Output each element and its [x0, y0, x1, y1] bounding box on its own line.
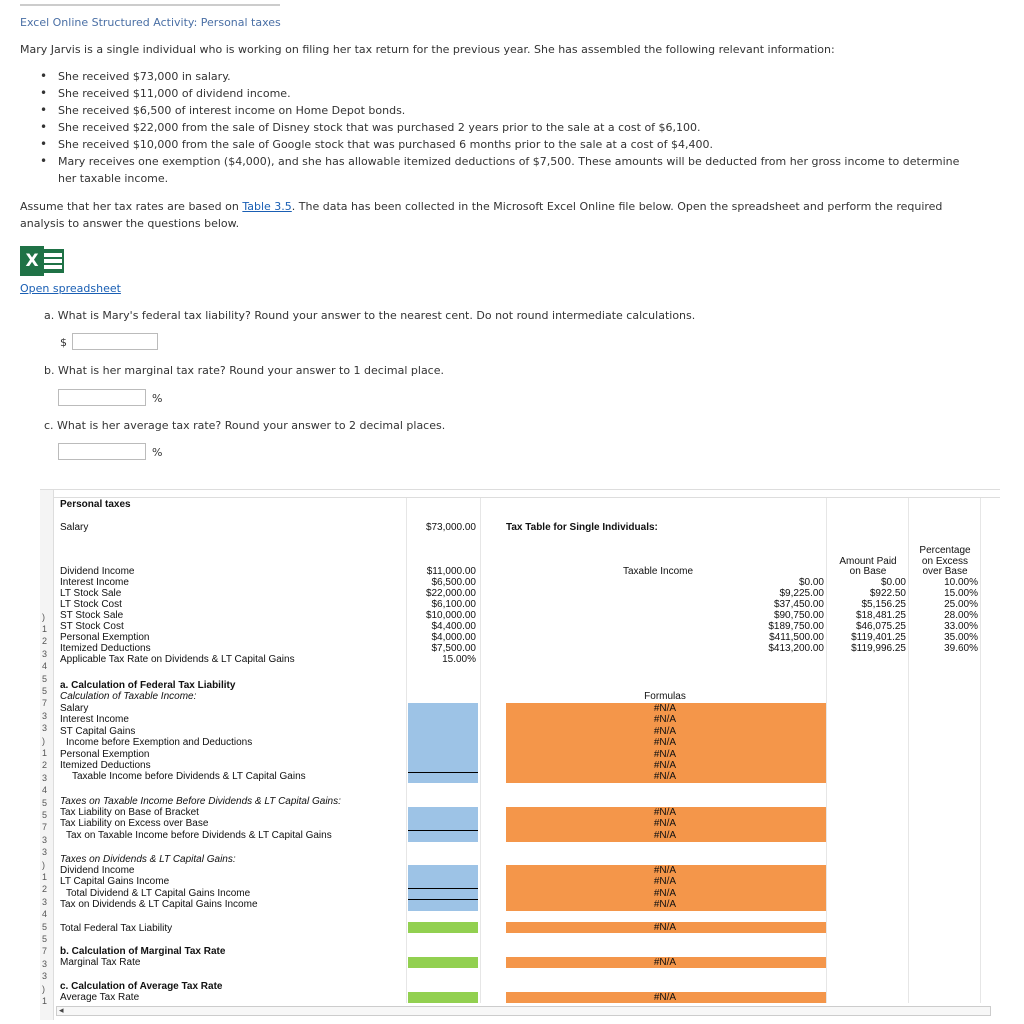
calc-row-label: Total Dividend & LT Capital Gains Income [66, 887, 251, 899]
row-number: 1 [42, 624, 48, 634]
na-value: #N/A [653, 876, 677, 888]
result-cell-green[interactable] [408, 957, 478, 968]
calc-row-label: Tax Liability on Base of Bracket [60, 807, 199, 818]
na-value: #N/A [653, 957, 677, 968]
calc-row-label: Taxable Income before Dividends & LT Capital Gains [72, 771, 306, 783]
amount-paid-header: Amount Paid [839, 556, 897, 567]
tax-table-income: $413,200.00 [768, 643, 824, 654]
calc-row-label: Salary [60, 703, 89, 714]
assume-after: . The data has been collected in the Microsoft Excel Online file below. Open the spreadsheet and perform the required analysis to answer the questions below. [20, 200, 943, 230]
row-number: 5 [42, 921, 48, 932]
section-c-title: c. Calculation of Average Tax Rate [60, 981, 223, 992]
percentage-header: Percentage [919, 545, 971, 556]
row-number: 3 [42, 847, 48, 858]
percentage-header: over Base [922, 566, 968, 577]
row-number: 4 [42, 661, 48, 672]
na-value: #N/A [653, 760, 677, 771]
tax-table-income: $411,500.00 [769, 632, 824, 643]
list-item: • She received $73,000 in salary. [40, 68, 980, 85]
input-label: ST Stock Cost [60, 621, 124, 632]
tax-table-base: $18,481.25 [855, 610, 906, 621]
taxable-income-header: Taxable Income [623, 566, 694, 577]
calc-row-label: Tax on Taxable Income before Dividends & LT Capital Gains [66, 829, 332, 841]
input-label: Interest Income [60, 577, 129, 588]
calc-row-label: Income before Exemption and Deductions [66, 737, 253, 749]
spreadsheet-preview[interactable] [40, 489, 1000, 1019]
na-value: #N/A [653, 714, 677, 726]
row-number: 7 [42, 698, 48, 709]
open-spreadsheet-link[interactable]: Open spreadsheet [20, 282, 121, 295]
row-number: 4 [42, 785, 48, 796]
row-number: 1 [42, 748, 48, 758]
top-divider [20, 4, 280, 6]
assume-before: Assume that her tax rates are based on [20, 200, 243, 213]
tax-table-pct: 28.00% [944, 610, 978, 621]
scroll-left-icon[interactable]: ◂ [59, 1005, 64, 1015]
tax-table-pct: 15.00% [944, 588, 978, 599]
column-header-bar [40, 490, 1000, 498]
input-label: LT Stock Cost [60, 599, 122, 610]
tax-table-pct: 35.00% [944, 632, 978, 643]
row-number: 5 [42, 673, 48, 684]
row-number-gutter [40, 490, 54, 1020]
input-value: $22,000.00 [425, 588, 476, 599]
salary-label: Salary [60, 522, 89, 533]
result-cell-green[interactable] [408, 992, 478, 1003]
row-number: 2 [42, 884, 48, 895]
na-value: #N/A [653, 887, 677, 899]
salary-value: $73,000.00 [425, 522, 476, 533]
input-cells-blue[interactable] [408, 703, 478, 783]
na-value: #N/A [653, 899, 677, 911]
row-number: 7 [42, 822, 48, 833]
tax-table-base: $922.50 [869, 588, 906, 599]
tax-table-base: $5,156.25 [861, 599, 906, 610]
tax-table-income: $9,225.00 [779, 588, 824, 599]
input-value: $4,400.00 [431, 621, 476, 632]
row-number: ) [42, 983, 45, 994]
row-number: 5 [42, 810, 48, 820]
average-rate-label: Average Tax Rate [60, 992, 140, 1003]
row-number: ) [42, 735, 45, 746]
row-number: 4 [42, 909, 48, 920]
input-value: $6,500.00 [431, 577, 476, 588]
table-link[interactable]: Table 3.5 [242, 200, 292, 213]
dollar-sign: $ [60, 336, 67, 349]
na-value: #N/A [653, 737, 677, 749]
row-number: 1 [42, 996, 48, 1006]
calc-row-label: Tax Liability on Excess over Base [60, 818, 209, 830]
list-item: • She received $22,000 from the sale of Disney stock that was purchased 2 years prior to the sale at a cost of $6,100. [40, 119, 980, 136]
na-value: #N/A [653, 725, 677, 737]
tax-table-income: $189,750.00 [768, 621, 824, 632]
list-item: • She received $11,000 of dividend income. [40, 85, 980, 102]
row-number: 5 [42, 797, 48, 808]
na-value: #N/A [653, 829, 677, 841]
row-number: 2 [42, 636, 48, 647]
tax-table-pct: 25.00% [944, 599, 978, 610]
calc-row-label: ST Capital Gains [60, 725, 136, 737]
page-title: Excel Online Structured Activity: Personal taxes [20, 16, 281, 29]
input-value: $11,000.00 [426, 566, 476, 577]
tax-table-pct: 10.00% [944, 577, 978, 588]
question-a: a. What is Mary's federal tax liability? Round your answer to the nearest cent. Do not round intermediate calculations. [44, 309, 696, 322]
row-number: ) [42, 859, 45, 870]
na-value: #N/A [653, 922, 677, 933]
calc-row-label: Itemized Deductions [60, 760, 151, 771]
row-number: 3 [42, 896, 48, 907]
list-item: • Mary receives one exemption ($4,000), and she has allowable itemized deductions of $7,500. These amounts will be deducted from her gross income to determine her taxable income. [40, 153, 980, 187]
tax-table-base: $119,996.25 [851, 643, 906, 654]
horizontal-scrollbar[interactable] [56, 1006, 991, 1016]
tax-table-base: $46,075.25 [855, 621, 906, 632]
percent-sign: % [152, 446, 163, 459]
row-number: 7 [42, 946, 48, 957]
tax-table-pct: 39.60% [944, 643, 978, 654]
row-number: 3 [42, 971, 48, 982]
percent-sign: % [152, 392, 163, 405]
answer-a-input[interactable] [72, 333, 158, 350]
input-value: 15.00% [442, 654, 476, 665]
row-number: 3 [42, 710, 48, 721]
row-number: 5 [42, 686, 48, 696]
sheet-title: Personal taxes [60, 499, 131, 510]
section-a-subtitle: Calculation of Taxable Income: [60, 691, 197, 702]
input-value: $4,000.00 [431, 632, 476, 643]
row-number: 3 [42, 958, 48, 969]
percentage-header: on Excess [921, 556, 969, 567]
amount-paid-header: on Base [849, 566, 887, 577]
na-value: #N/A [653, 771, 677, 783]
input-label: ST Stock Sale [60, 610, 124, 621]
input-value: $7,500.00 [431, 643, 476, 654]
row-number: 3 [42, 834, 48, 845]
input-label: Personal Exemption [60, 632, 150, 643]
input-label: Itemized Deductions [60, 643, 151, 654]
input-label: Applicable Tax Rate on Dividends & LT Capital Gains [60, 654, 295, 665]
assume-text [20, 198, 960, 232]
section-a-title: a. Calculation of Federal Tax Liability [60, 680, 236, 691]
na-value: #N/A [653, 992, 677, 1003]
calc-row-label: Personal Exemption [60, 748, 150, 760]
tax-table-base: $0.00 [880, 577, 906, 588]
input-label: LT Stock Sale [60, 588, 122, 599]
row-number: ) [42, 611, 45, 622]
total-label: Total Federal Tax Liability [60, 923, 173, 934]
list-item: • She received $6,500 of interest income on Home Depot bonds. [40, 102, 980, 119]
taxes-taxable-subtitle: Taxes on Taxable Income Before Dividends & LT Capital Gains: [60, 796, 341, 807]
list-item: • She received $10,000 from the sale of Google stock that was purchased 6 months prior to the sale at a cost of $4,400. [40, 136, 980, 153]
calc-row-label: Dividend Income [60, 865, 135, 876]
row-number: 1 [42, 872, 48, 882]
input-label: Dividend Income [60, 566, 135, 577]
facts-list [40, 68, 980, 187]
row-number: 5 [42, 934, 48, 944]
intro-text: Mary Jarvis is a single individual who is working on filing her tax return for the previous year. She has assembled the following relevant information: [20, 43, 835, 56]
calc-row-label: LT Capital Gains Income [60, 876, 170, 888]
row-number: 3 [42, 648, 48, 659]
answer-b-input[interactable] [58, 389, 146, 406]
result-cell-green[interactable] [408, 922, 478, 933]
tax-table-base: $119,401.25 [851, 632, 906, 643]
row-number: 3 [42, 772, 48, 783]
row-number: 3 [42, 723, 48, 734]
formulas-header: Formulas [644, 691, 686, 702]
input-value: $10,000.00 [425, 610, 476, 621]
tax-table-title: Tax Table for Single Individuals: [506, 522, 658, 533]
calc-row-label: Tax on Dividends & LT Capital Gains Income [60, 899, 258, 911]
na-value: #N/A [653, 818, 677, 830]
section-b-title: b. Calculation of Marginal Tax Rate [60, 946, 226, 957]
question-b: b. What is her marginal tax rate? Round your answer to 1 decimal place. [44, 364, 444, 377]
excel-icon[interactable]: X [20, 246, 66, 276]
tax-table-income: $37,450.00 [773, 599, 824, 610]
answer-c-input[interactable] [58, 443, 146, 460]
calc-row-label: Interest Income [60, 714, 129, 726]
tax-table-pct: 33.00% [944, 621, 978, 632]
input-cells-blue[interactable] [408, 807, 478, 842]
input-value: $6,100.00 [431, 599, 476, 610]
tax-table-income: $0.00 [798, 577, 824, 588]
question-c: c. What is her average tax rate? Round your answer to 2 decimal places. [44, 419, 446, 432]
taxes-dividends-subtitle: Taxes on Dividends & LT Capital Gains: [60, 854, 236, 865]
na-value: #N/A [653, 865, 677, 876]
na-value: #N/A [653, 748, 677, 760]
na-value: #N/A [653, 807, 677, 818]
marginal-rate-label: Marginal Tax Rate [60, 957, 141, 968]
tax-table-income: $90,750.00 [773, 610, 824, 621]
na-value: #N/A [653, 703, 677, 714]
row-number: 2 [42, 760, 48, 771]
